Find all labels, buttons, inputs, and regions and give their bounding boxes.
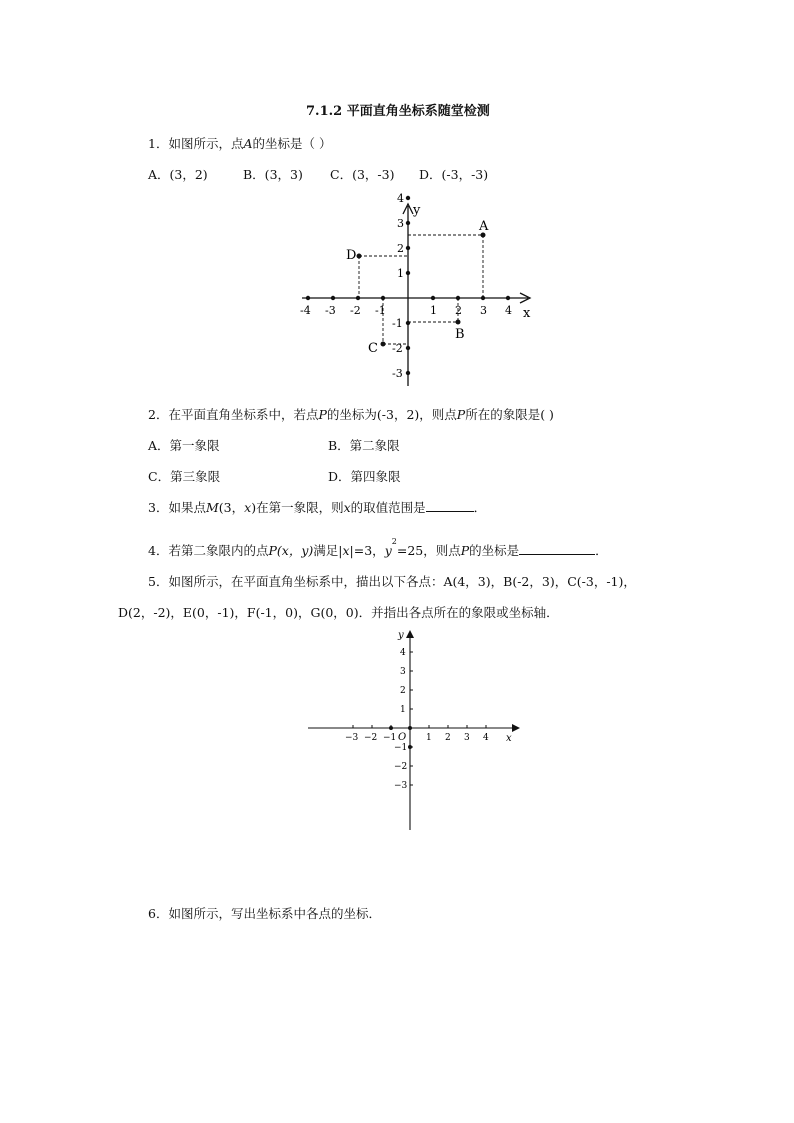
y-tick-mark: [406, 196, 410, 200]
y-tick-label: −3: [394, 781, 408, 791]
question-5-line-2: D(2，-2)，E(0，-1)，F(-1，0)，G(0，0)．并指出各点所在的象限或坐标轴．: [118, 605, 559, 620]
y-tick-label: 1: [397, 267, 404, 280]
question-end: ．: [595, 543, 608, 559]
x-tick-label: 1: [430, 304, 437, 317]
question-text: 满足|: [313, 543, 343, 559]
origin-label: O: [398, 732, 407, 743]
question-text: =25，则点: [396, 543, 461, 559]
x-tick-label: 3: [480, 304, 487, 317]
question-text: 若第二象限内的点: [168, 543, 269, 559]
x-tick-label: 1: [426, 733, 432, 743]
question-5-line-1: [148, 574, 636, 590]
variable: x: [244, 500, 252, 515]
y-axis-label: y: [413, 203, 421, 218]
question-text: 的取值范围是: [350, 500, 426, 515]
y-tick-mark: [406, 221, 410, 225]
point-f: [389, 726, 393, 730]
q1-option-b: B．(3，3): [243, 167, 303, 182]
y-tick-label: -3: [392, 367, 403, 380]
y-tick-label: 4: [397, 192, 404, 205]
x-tick-label: 4: [483, 733, 489, 743]
y-tick-label: -1: [392, 317, 403, 330]
x-tick-label: 4: [505, 304, 512, 317]
x-axis-label: x: [506, 733, 512, 744]
variable: P: [318, 407, 327, 422]
question-4: [148, 537, 608, 559]
variable: P: [456, 407, 466, 422]
x-axis-label: x: [523, 306, 531, 321]
question-text: 在平面直角坐标系中，若点: [168, 407, 319, 422]
variable: P: [268, 543, 277, 559]
y-tick-mark: [406, 371, 410, 375]
x-tick-label: −1: [383, 733, 397, 743]
question-end: ．: [473, 500, 487, 515]
q1-option-a: A．(3，2): [148, 167, 208, 182]
question-text: (3，: [218, 500, 245, 515]
question-text: 的坐标为(-3，2)，则点: [326, 407, 457, 422]
y-tick-mark: [406, 271, 410, 275]
x-tick-label: -4: [300, 304, 311, 317]
y-axis-label: y: [398, 630, 404, 641]
y-tick-label: 1: [400, 705, 406, 715]
question-6: [148, 906, 381, 922]
y-tick-label: -2: [392, 342, 403, 355]
question-number: 5．: [148, 574, 169, 589]
y-tick-label: 3: [397, 217, 404, 230]
x-tick-label: 3: [464, 733, 470, 743]
point-b-label: B: [455, 327, 465, 342]
x-tick-label: 2: [445, 733, 451, 743]
question-3: [148, 500, 486, 516]
page-title: 7.1.2 平面直角坐标系随堂检测: [306, 104, 490, 119]
x-tick-mark: [356, 296, 360, 300]
question-1: [148, 136, 331, 152]
y-tick-mark: [406, 246, 410, 250]
point-d-label: D: [346, 248, 357, 263]
y-tick-label: 4: [400, 648, 406, 658]
answer-blank[interactable]: [519, 543, 595, 555]
q2-option-a: A．第一象限: [148, 438, 220, 453]
point-c: [381, 342, 386, 347]
q1-option-d: D．(-3，-3): [419, 167, 489, 182]
question-text: (x，y): [276, 543, 314, 559]
question-text: 的坐标是: [469, 543, 520, 559]
question-text: 如图所示，写出坐标系中各点的坐标．: [168, 906, 381, 921]
x-tick-mark: [506, 296, 510, 300]
variable: x: [342, 543, 350, 559]
x-tick-label: -3: [325, 304, 336, 317]
x-tick-label: -2: [350, 304, 361, 317]
variable: A: [243, 136, 253, 151]
variable: x: [343, 500, 351, 515]
y-tick-mark: [406, 346, 410, 350]
x-tick-mark: [331, 296, 335, 300]
point-g: [408, 726, 412, 730]
point-e: [408, 745, 412, 749]
question-number: 2．: [148, 407, 169, 422]
x-tick-mark: [431, 296, 435, 300]
x-tick-mark: [306, 296, 310, 300]
q2-option-d: D．第四象限: [328, 469, 401, 484]
question-text: |=3，: [349, 543, 385, 559]
question-text: 如图所示，在平面直角坐标系中，描出以下各点：A(4，3)，B(-2，3)，C(-3，-1)，: [168, 574, 636, 589]
x-tick-label: -1: [375, 304, 386, 317]
variable: M: [205, 500, 219, 515]
point-a-label: A: [479, 219, 489, 234]
question-text: 如图所示，点: [168, 136, 244, 151]
question-number: 6．: [148, 906, 169, 921]
question-text: )在第一象限，则: [251, 500, 344, 515]
point-c-label: C: [368, 341, 378, 356]
y-axis-arrow: [406, 630, 414, 638]
x-tick-label: 2: [455, 304, 462, 317]
variable: y: [384, 543, 392, 559]
q2-option-b: B．第二象限: [328, 438, 400, 453]
variable: P: [460, 543, 470, 559]
x-axis-arrow: [512, 724, 520, 732]
x-tick-label: −3: [345, 733, 359, 743]
y-tick-label: −2: [394, 762, 408, 772]
question-text: 所在的象限是( ): [465, 407, 554, 422]
point-d: [357, 254, 362, 259]
question-text: 的坐标是（ ）: [252, 136, 332, 151]
y-tick-mark: [406, 321, 410, 325]
question-text: 如果点: [168, 500, 206, 515]
question-2: [148, 407, 554, 423]
q5-coordinate-figure: [300, 624, 525, 836]
question-number: 4．: [148, 543, 169, 559]
q1-option-c: C．(3，-3): [330, 167, 395, 182]
question-number: 1．: [148, 136, 169, 151]
q1-coordinate-figure: [296, 192, 546, 390]
y-tick-label: −1: [394, 743, 408, 753]
superscript: 2: [391, 537, 397, 546]
question-number: 3．: [148, 500, 169, 515]
y-tick-label: 2: [400, 686, 406, 696]
x-tick-label: −2: [364, 733, 378, 743]
y-tick-label: 2: [397, 242, 404, 255]
point-b: [456, 320, 461, 325]
answer-blank[interactable]: [426, 500, 474, 512]
y-tick-label: 3: [400, 667, 406, 677]
q2-option-c: C．第三象限: [148, 469, 221, 484]
